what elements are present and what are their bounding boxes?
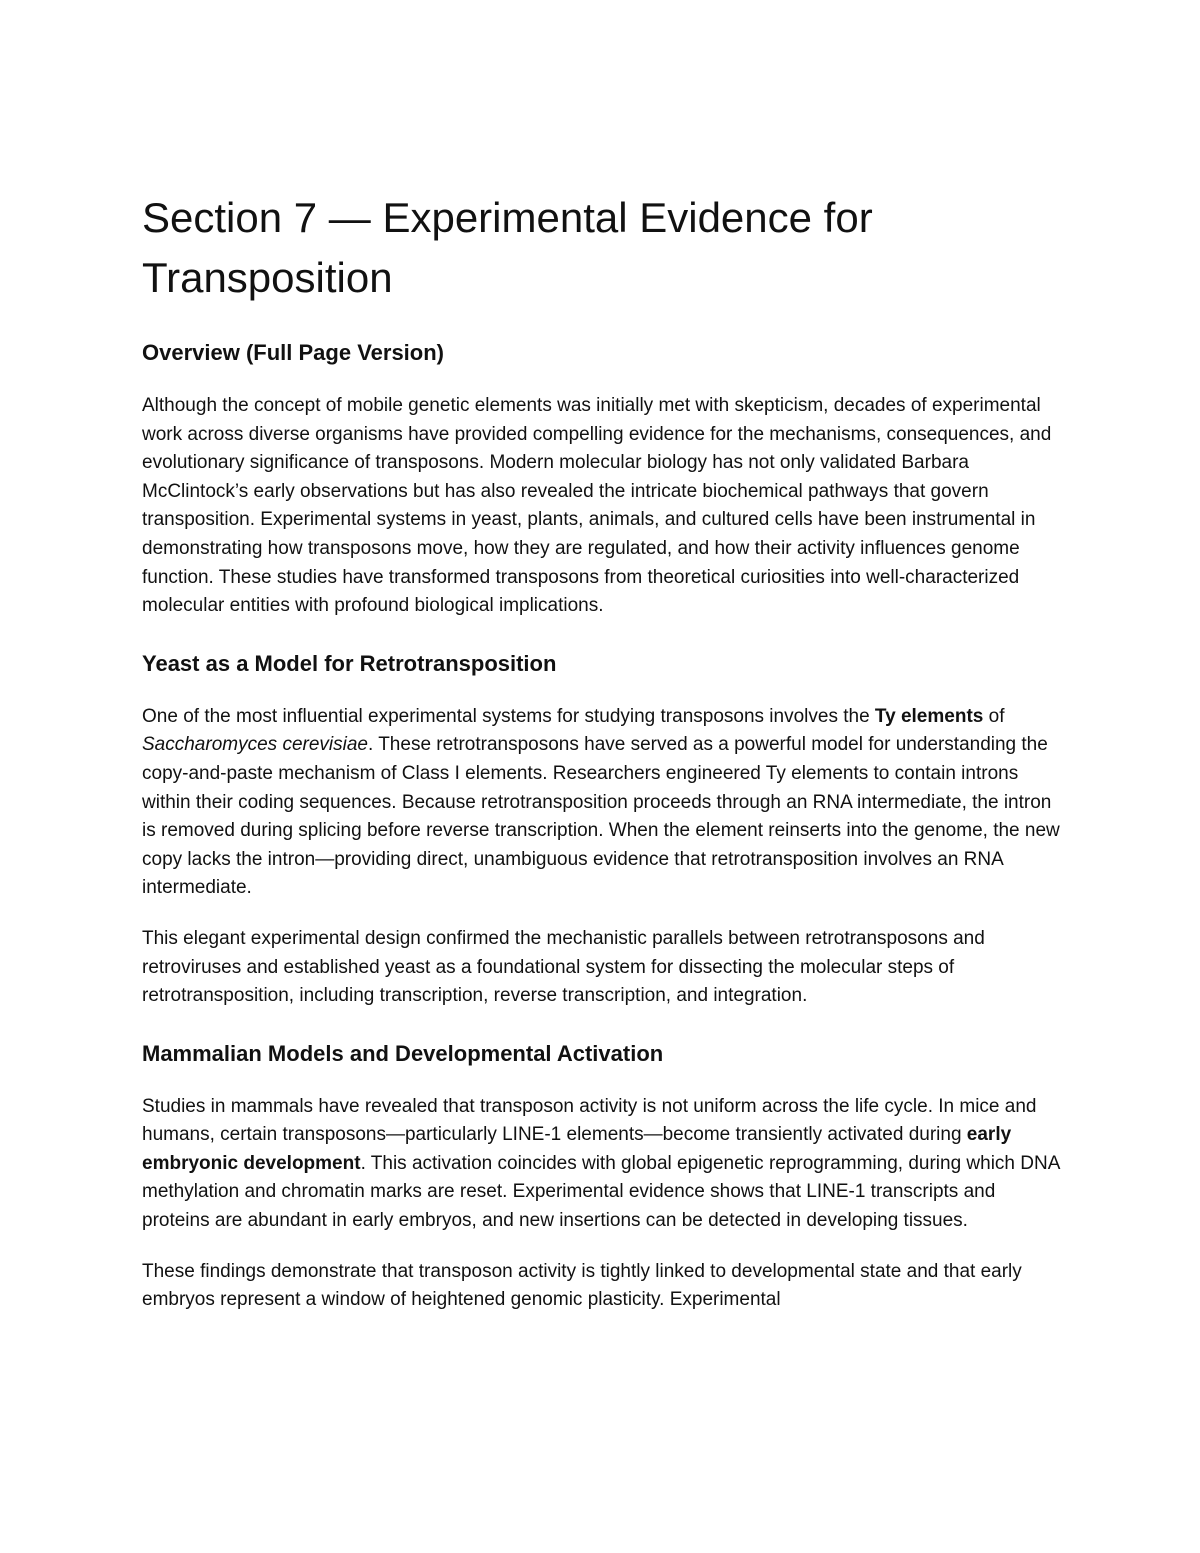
yeast-p1-text-start: One of the most influential experimental systems for studying transposons involves the xyxy=(142,705,875,727)
species-name-italic: Saccharomyces cerevisiae xyxy=(142,734,368,756)
document-page xyxy=(142,188,1064,1315)
yeast-paragraph-1 xyxy=(142,703,1064,903)
overview-paragraph: Although the concept of mobile genetic elements was initially met with skepticism, decades of experimental work across diverse organisms have provided compelling evidence for the mechanisms, consequences, and evolutionary significance of transposons. Modern molecular biology has not only validated Barbara McClintock’s early observations but has also revealed the intricate biochemical pathways that govern transposition. Experimental systems in yeast, plants, animals, and cultured cells have been instrumental in demonstrating how transposons move, how they are regulated, and how their activity influences genome function. These studies have transformed transposons from theoretical curiosities into well-characterized molecular entities with profound biological implications. xyxy=(142,395,1052,617)
ty-elements-bold: Ty elements xyxy=(874,705,984,727)
overview-heading: Overview (Full Page Version) xyxy=(142,340,444,365)
mammalian-p1-text-start: Studies in mammals have revealed that transposon activity is not uniform across the life cycle. In mice and humans, certain transposons—particularly LINE-1 elements—become transiently activated during xyxy=(142,1095,1037,1146)
early-embryonic-development-bold: early embryonic development xyxy=(142,1124,1012,1174)
mammalian-p1-text-end: . This activation coincides with global epigenetic reprogramming, during which DNA methylation and chromatin marks are reset. Experimental evidence shows that LINE-1 transcripts and proteins are abundant in early embryos, and new insertions can be detected in developing tissues. xyxy=(142,1152,1060,1232)
mammalian-section-heading: Mammalian Models and Developmental Activation xyxy=(142,1040,664,1066)
mammalian-paragraph-2: These findings demonstrate that transposon activity is tightly linked to developmental state and that early embryos represent a window of heightened genomic plasticity. Experimental xyxy=(142,1260,1022,1311)
yeast-p1-text-mid: of xyxy=(983,705,1005,727)
page-title: Section 7 — Experimental Evidence for Transposition xyxy=(142,194,873,301)
yeast-paragraph-2: This elegant experimental design confirmed the mechanistic parallels between retrotransposons and retroviruses and established yeast as a foundational system for dissecting the molecular steps of retrotransposition, including transcription, reverse transcription, and integration. xyxy=(142,927,985,1007)
mammalian-paragraph-1 xyxy=(142,1093,1064,1236)
yeast-p1-text-end: . These retrotransposons have served as a powerful model for understanding the copy-and-paste mechanism of Class I elements. Researchers engineered Ty elements to contain introns within their coding sequences. Because retrotransposition proceeds through an RNA intermediate, the intron is removed during splicing before reverse transcription. When the element reinserts into the genome, the new copy lacks the intron—providing direct, unambiguous evidence that retrotransposition involves an RNA intermediate. xyxy=(142,734,1060,899)
yeast-section-heading: Yeast as a Model for Retrotransposition xyxy=(142,650,557,676)
